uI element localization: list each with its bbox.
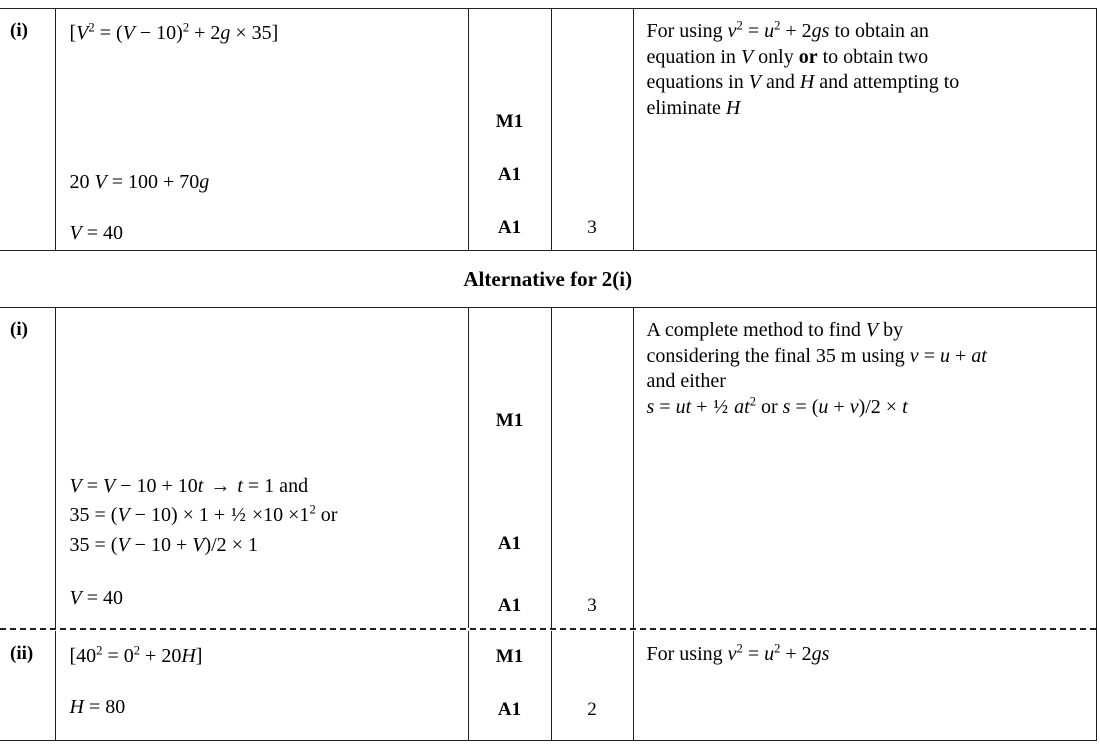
total-marks: 3 — [587, 595, 597, 616]
table-row — [0, 308, 1096, 630]
note-line: considering the final 35 m using v = u + at — [646, 344, 987, 367]
part-cell-alt-ii — [0, 630, 55, 741]
note-line: equations in V and H and attempting to — [646, 71, 960, 94]
mark-code: A1 — [497, 164, 522, 185]
total-cell-main — [551, 9, 633, 251]
mark-code: M1 — [495, 410, 524, 431]
working-line: 20 V = 100 + 70g — [69, 171, 210, 194]
note-line: A complete method to find V by — [646, 319, 904, 341]
mark-code: M1 — [495, 111, 524, 132]
total-cell-alt-i — [551, 308, 633, 630]
working-line: 35 = (V − 10 + V)/2 × 1 — [69, 533, 258, 556]
working-main — [56, 9, 468, 249]
working-cell-alt-ii — [55, 630, 468, 741]
working-line: V = 40 — [69, 586, 123, 609]
working-line: H = 80 — [69, 696, 126, 719]
working-line: $[V^2 = (V - 10)^2 + 2g \times 35]$ — [69, 20, 279, 44]
notes-cell-alt-ii — [633, 630, 1096, 741]
note-line: eliminate H — [646, 96, 741, 119]
part-label-main: (i) — [10, 20, 28, 41]
note-line: equation in V only or to obtain two — [646, 45, 929, 68]
part-cell-main — [0, 9, 55, 251]
alternative-banner-label: Alternative for 2(i) — [463, 267, 633, 291]
notes-cell-main — [633, 9, 1096, 251]
note-line: For using $v^2 = u^2 + 2gs$ to obtain an — [646, 18, 929, 42]
mark-cell-alt-ii — [468, 630, 551, 741]
banner-cell — [0, 251, 1096, 308]
notes-alt-i — [634, 308, 1096, 420]
part-cell-alt-i — [0, 308, 55, 630]
total-marks: 2 — [587, 699, 597, 720]
dashed-row-separator — [0, 628, 1096, 630]
mark-code: A1 — [497, 217, 522, 238]
working-line: V = V − 10 + 10t → t = 1 and — [69, 475, 309, 497]
mark-code: M1 — [495, 646, 524, 667]
notes-cell-alt-i — [633, 308, 1096, 630]
working-alt-i — [56, 308, 468, 613]
mark-code: A1 — [497, 699, 522, 720]
working-cell-main — [55, 9, 468, 251]
note-line: and either — [646, 370, 726, 393]
note-line: For using $v^2 = u^2 + 2gs$ — [646, 641, 830, 665]
total-marks: 3 — [587, 217, 597, 238]
total-cell-alt-ii — [551, 630, 633, 741]
mark-cell-main — [468, 9, 551, 251]
table-row — [0, 630, 1096, 741]
mark-cell-alt-i — [468, 308, 551, 630]
part-label-alt-ii: (ii) — [10, 643, 34, 664]
working-line: 35 = (V − 10) × 1 + ½ $\times 10 \times 1^2$ or — [69, 502, 338, 527]
notes-main — [634, 9, 1096, 121]
mark-code: A1 — [497, 533, 522, 554]
working-alt-ii — [56, 630, 468, 722]
working-line: V = 40 — [69, 222, 123, 245]
working-cell-alt-i — [55, 308, 468, 630]
part-label-alt-i: (i) — [10, 319, 28, 340]
working-line: $[40^2 = 0^2 + 20H]$ — [69, 643, 203, 667]
notes-alt-ii — [634, 630, 1096, 668]
table-row — [0, 9, 1096, 251]
mark-scheme-table — [0, 8, 1097, 741]
table-row-banner — [0, 251, 1096, 308]
note-line: s = ut + ½ $at^2$ or s = (u + v)/2 × t — [646, 394, 908, 418]
mark-code: A1 — [497, 595, 522, 616]
